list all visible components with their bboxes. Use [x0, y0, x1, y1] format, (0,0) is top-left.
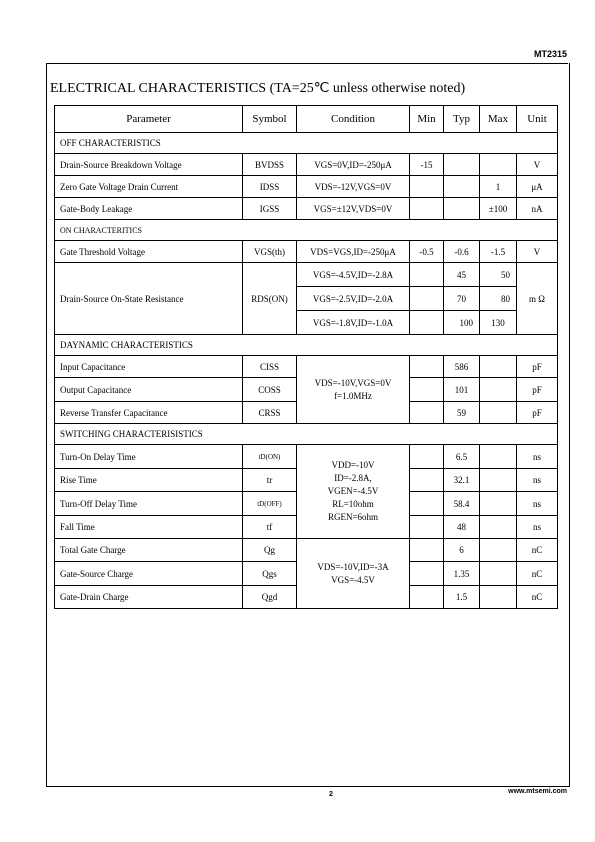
condition-cell	[297, 356, 410, 424]
section-label: SWITCHING CHARACTERISISTICS	[55, 424, 558, 445]
symbol-cell: tD(ON)	[243, 445, 297, 469]
unit-cell: pF	[517, 356, 558, 378]
table-row	[55, 176, 558, 198]
min-cell	[410, 492, 444, 516]
typ-cell: 59	[444, 402, 480, 424]
table-row	[55, 356, 558, 378]
symbol-cell: tf	[243, 516, 297, 539]
characteristics-table	[54, 105, 558, 609]
param-cell: Gate-Body Leakage	[55, 198, 243, 220]
typ-cell: 6	[444, 539, 480, 562]
min-cell	[410, 176, 444, 198]
param-cell: Gate-Source Charge	[55, 562, 243, 586]
param-cell: Output Capacitance	[55, 378, 243, 402]
symbol-cell: Qgd	[243, 586, 297, 609]
max-cell	[480, 445, 517, 469]
condition-line: RGEN=6ohm	[327, 512, 379, 522]
symbol-cell: BVDSS	[243, 154, 297, 176]
typ-cell: 101	[444, 378, 480, 402]
min-cell	[410, 469, 444, 492]
symbol-cell: Qgs	[243, 562, 297, 586]
unit-cell: μA	[517, 176, 558, 198]
max-cell: -1.5	[480, 241, 517, 263]
max-cell	[480, 492, 517, 516]
symbol-cell: IDSS	[243, 176, 297, 198]
typ-cell	[444, 176, 480, 198]
typ-cell: 100	[444, 311, 480, 335]
max-cell: 80	[480, 287, 517, 311]
max-cell: 1	[480, 176, 517, 198]
unit-cell: nC	[517, 562, 558, 586]
typ-cell: 45	[444, 263, 480, 287]
table-row	[55, 198, 558, 220]
min-cell	[410, 198, 444, 220]
min-cell	[410, 586, 444, 609]
unit-cell: ns	[517, 492, 558, 516]
min-cell	[410, 356, 444, 378]
symbol-cell: CISS	[243, 356, 297, 378]
min-cell	[410, 445, 444, 469]
condition-line: ID=-2.8A,	[334, 473, 372, 483]
typ-cell	[444, 198, 480, 220]
min-cell	[410, 311, 444, 335]
unit-cell: nC	[517, 539, 558, 562]
section-row-dynamic	[55, 335, 558, 356]
param-cell: Gate-Drain Charge	[55, 586, 243, 609]
website-link[interactable]: www.mtsemi.com	[508, 788, 567, 795]
unit-cell: ns	[517, 516, 558, 539]
unit-cell: V	[517, 241, 558, 263]
min-cell	[410, 402, 444, 424]
typ-cell: 6.5	[444, 445, 480, 469]
condition-line: VGS=-4.5V	[331, 574, 375, 585]
condition-line: RL=10ohm	[332, 499, 374, 509]
section-label: DAYNAMIC CHARACTERISTICS	[55, 335, 558, 356]
page-number: 2	[329, 791, 333, 798]
param-cell: Fall Time	[55, 516, 243, 539]
param-cell: Input Capacitance	[55, 356, 243, 378]
max-cell	[480, 586, 517, 609]
typ-cell: 70	[444, 287, 480, 311]
param-cell: Zero Gate Voltage Drain Current	[55, 176, 243, 198]
max-cell: 50	[480, 263, 517, 287]
unit-cell: nA	[517, 198, 558, 220]
section-title: ELECTRICAL CHARACTERISTICS (TA=25℃ unless otherwise noted)	[50, 81, 466, 96]
part-number: MT2315	[533, 49, 567, 59]
unit-cell: ns	[517, 445, 558, 469]
condition-line: VDD=-10V	[331, 460, 375, 470]
table-row	[55, 154, 558, 176]
max-cell	[480, 154, 517, 176]
condition-cell: VGS=0V,ID=-250μA	[297, 154, 410, 176]
typ-cell: 58.4	[444, 492, 480, 516]
typ-cell: 1.35	[444, 562, 480, 586]
unit-cell: V	[517, 154, 558, 176]
section-row-switching	[55, 424, 558, 445]
symbol-cell: IGSS	[243, 198, 297, 220]
param-cell: Total Gate Charge	[55, 539, 243, 562]
symbol-cell: VGS(th)	[243, 241, 297, 263]
min-cell	[410, 378, 444, 402]
typ-cell: 1.5	[444, 586, 480, 609]
symbol-cell: CRSS	[243, 402, 297, 424]
table-row	[55, 241, 558, 263]
unit-cell: nC	[517, 586, 558, 609]
symbol-cell: tr	[243, 469, 297, 492]
table-header-row	[55, 106, 558, 133]
header-symbol: Symbol	[243, 106, 297, 133]
section-label: ON CHARACTERITICS	[55, 220, 558, 241]
max-cell	[480, 356, 517, 378]
typ-cell: -0.6	[444, 241, 480, 263]
param-cell: Turn-On Delay Time	[55, 445, 243, 469]
section-row-on	[55, 220, 558, 241]
header-parameter: Parameter	[55, 106, 243, 133]
header-condition: Condition	[297, 106, 410, 133]
max-cell	[480, 562, 517, 586]
unit-cell: pF	[517, 378, 558, 402]
condition-cell: VGS=-4.5V,ID=-2.8A	[297, 263, 410, 287]
section-label: OFF CHARACTERISTICS	[55, 133, 558, 154]
min-cell	[410, 562, 444, 586]
max-cell	[480, 516, 517, 539]
param-cell: Drain-Source Breakdown Voltage	[55, 154, 243, 176]
table-row	[55, 263, 558, 287]
max-cell: 130	[480, 311, 517, 335]
typ-cell: 586	[444, 356, 480, 378]
header-typ: Typ	[444, 106, 480, 133]
symbol-cell: COSS	[243, 378, 297, 402]
unit-cell: m Ω	[517, 263, 558, 335]
condition-cell: VGS=±12V,VDS=0V	[297, 198, 410, 220]
max-cell	[480, 378, 517, 402]
param-cell: Reverse Transfer Capacitance	[55, 402, 243, 424]
condition-line: VGEN=-4.5V	[327, 486, 379, 496]
min-cell: -0.5	[410, 241, 444, 263]
condition-line: VDS=-10V,ID=-3A	[317, 561, 389, 572]
condition-cell: VDS=VGS,ID=-250μA	[297, 241, 410, 263]
max-cell	[480, 469, 517, 492]
unit-cell: pF	[517, 402, 558, 424]
symbol-cell: Qg	[243, 539, 297, 562]
min-cell	[410, 287, 444, 311]
param-cell: Drain-Source On-State Resistance	[55, 263, 243, 335]
symbol-cell: tD(OFF)	[243, 492, 297, 516]
min-cell	[410, 263, 444, 287]
table-row	[55, 445, 558, 469]
min-cell	[410, 539, 444, 562]
section-row-off	[55, 133, 558, 154]
min-cell: -15	[410, 154, 444, 176]
header-min: Min	[410, 106, 444, 133]
symbol-cell: RDS(ON)	[243, 263, 297, 335]
max-cell: ±100	[480, 198, 517, 220]
unit-cell: ns	[517, 469, 558, 492]
condition-cell	[297, 445, 410, 539]
condition-cell: VDS=-12V,VGS=0V	[297, 176, 410, 198]
table-row	[55, 539, 558, 562]
min-cell	[410, 516, 444, 539]
header-max: Max	[480, 106, 517, 133]
param-cell: Rise Time	[55, 469, 243, 492]
max-cell	[480, 539, 517, 562]
condition-cell: VGS=-2.5V,ID=-2.0A	[297, 287, 410, 311]
typ-cell: 32.1	[444, 469, 480, 492]
param-cell: Gate Threshold Voltage	[55, 241, 243, 263]
param-cell: Turn-Off Delay Time	[55, 492, 243, 516]
condition-cell: VGS=-1.8V,ID=-1.0A	[297, 311, 410, 335]
condition-cell	[297, 539, 410, 609]
max-cell	[480, 402, 517, 424]
condition-line: f=1.0MHz	[334, 390, 372, 401]
typ-cell	[444, 154, 480, 176]
typ-cell: 48	[444, 516, 480, 539]
header-unit: Unit	[517, 106, 558, 133]
condition-line: VDS=-10V,VGS=0V	[314, 377, 392, 388]
